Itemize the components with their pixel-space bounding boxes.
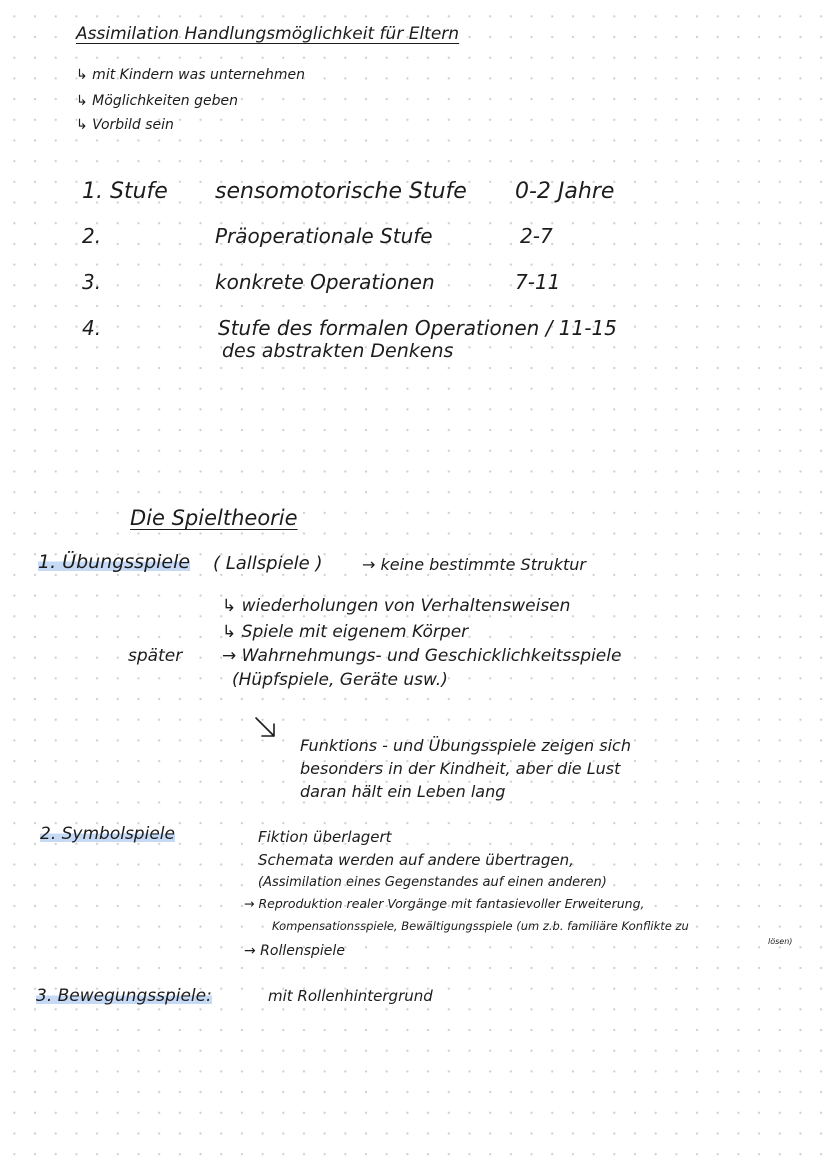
bewegungsspiele-text: mit Rollenhintergrund — [268, 987, 433, 1005]
stage-3-name: konkrete Operationen — [215, 270, 435, 294]
symbolspiele-line-5: Kompensationsspiele, Bewältigungsspiele (um z.b. familiäre Konflikte zu — [272, 919, 689, 933]
symbolspiele-line-6: → Rollenspiele — [244, 943, 345, 959]
note-line-2: besonders in der Kindheit, aber die Lust — [300, 759, 621, 778]
stage-1-number: 1. Stufe — [82, 179, 168, 204]
down-right-arrow-icon — [252, 714, 282, 744]
stage-3-age: 7-11 — [515, 270, 561, 294]
uebungsspiele-paren: ( Lallspiele ) — [213, 553, 323, 574]
heading-point-1: ↳ mit Kindern was unternehmen — [76, 67, 306, 83]
stage-2-age: 2-7 — [520, 224, 553, 248]
stage-4-continuation: des abstrakten Denkens — [222, 340, 454, 362]
page-heading: Assimilation Handlungsmöglichkeit für Eltern — [76, 24, 460, 44]
uebungsspiele-sub-2: ↳ Spiele mit eigenem Körper — [222, 622, 469, 642]
heading-point-3: ↳ Vorbild sein — [76, 117, 174, 133]
bewegungsspiele-label: 3. Bewegungsspiele: — [36, 986, 212, 1006]
spaeter-label: später — [128, 646, 183, 666]
spaeter-paren: (Hüpfspiele, Geräte usw.) — [232, 670, 448, 690]
note-line-3: daran hält ein Leben lang — [300, 782, 506, 801]
stage-4-number: 4. — [82, 316, 102, 340]
stage-1-age: 0-2 Jahre — [515, 179, 615, 204]
symbolspiele-line-4: → Reproduktion realer Vorgänge mit fantasievoller Erweiterung, — [244, 896, 645, 911]
stage-3-number: 3. — [82, 270, 102, 294]
spaeter-text: → Wahrnehmungs- und Geschicklichkeitsspiele — [222, 646, 622, 666]
spieltheorie-title: Die Spieltheorie — [130, 506, 298, 530]
stage-2-number: 2. — [82, 224, 102, 248]
symbolspiele-line-3: (Assimilation eines Gegenstandes auf einen anderen) — [258, 875, 607, 890]
heading-point-2: ↳ Möglichkeiten geben — [76, 93, 238, 109]
symbolspiele-label: 2. Symbolspiele — [40, 824, 175, 844]
uebungsspiele-label: 1. Übungsspiele — [38, 551, 191, 573]
symbolspiele-line-2: Schemata werden auf andere übertragen, — [258, 851, 574, 869]
note-line-1: Funktions - und Übungsspiele zeigen sich — [300, 736, 631, 755]
stage-2-name: Präoperationale Stufe — [215, 224, 433, 248]
symbolspiele-side-note: lösen) — [768, 937, 793, 946]
stage-1-name: sensomotorische Stufe — [215, 179, 467, 204]
symbolspiele-line-1: Fiktion überlagert — [258, 828, 392, 846]
uebungsspiele-arrow-text: → keine bestimmte Struktur — [362, 555, 586, 574]
uebungsspiele-sub-1: ↳ wiederholungen von Verhaltensweisen — [222, 596, 571, 616]
stage-4-name: Stufe des formalen Operationen / 11-15 — [218, 316, 617, 340]
